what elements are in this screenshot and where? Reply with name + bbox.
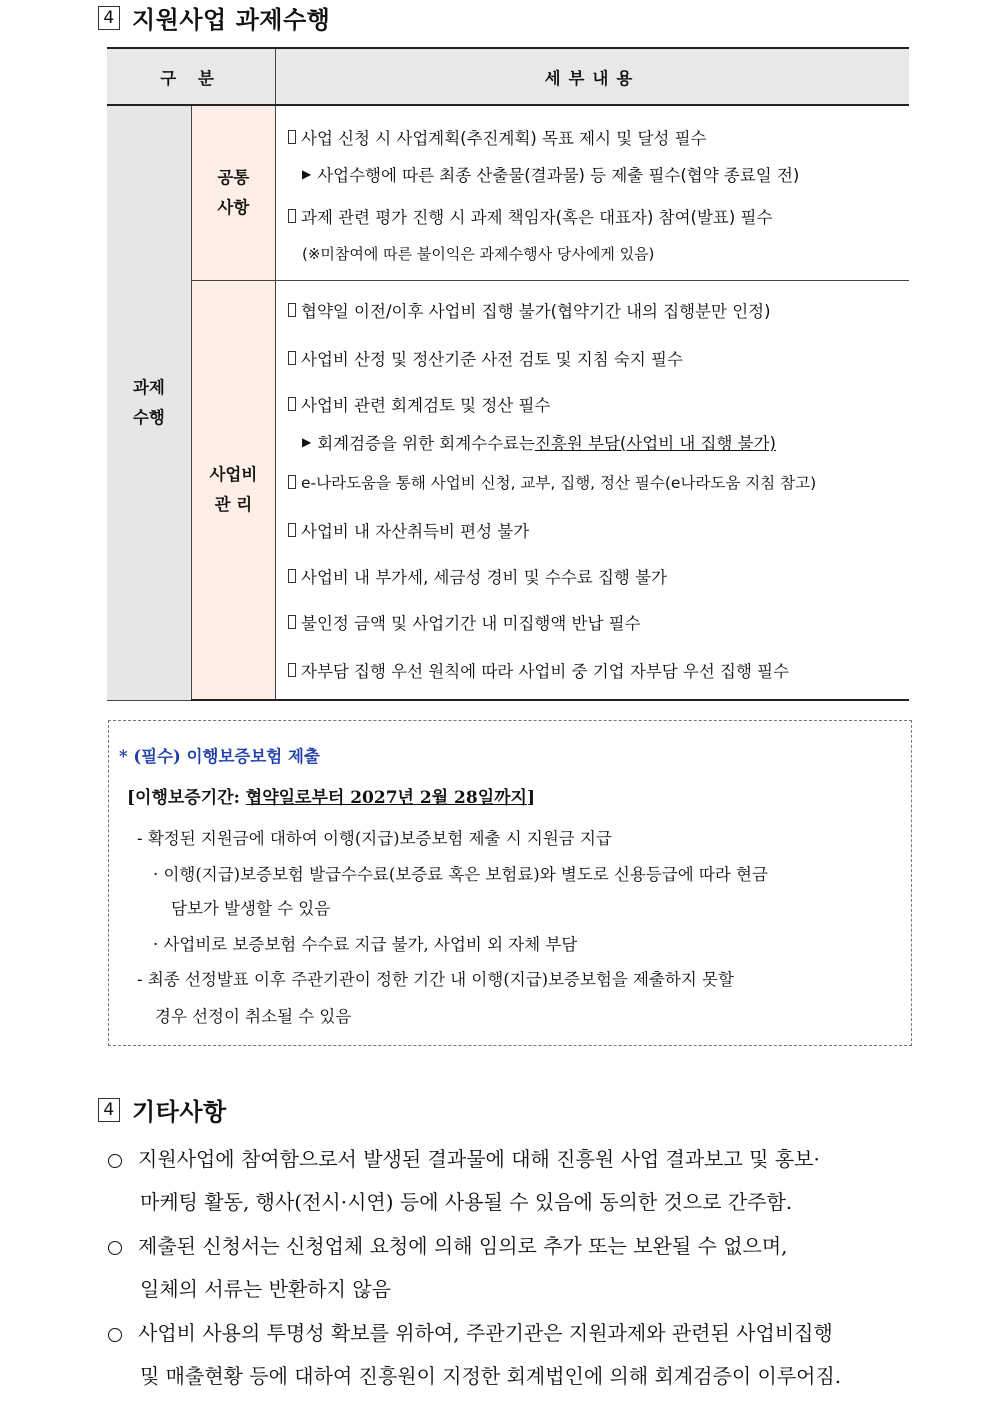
section-title-task bbox=[98, 0, 330, 35]
list-item: e-나라도움을 통해 사업비 신청, 교부, 집행, 정산 필수(e나라도움 지침 참고) bbox=[288, 457, 909, 507]
note-line: - 확정된 지원금에 대하여 이행(지급)보증보험 제출 시 지원금 지급 bbox=[137, 829, 612, 848]
note-line: 담보가 발생할 수 있음 bbox=[171, 899, 331, 918]
list-item: 사업비 내 자산취득비 편성 불가 bbox=[288, 507, 909, 553]
section-number: 4 bbox=[98, 1098, 120, 1122]
circle-bullet-icon bbox=[108, 1154, 122, 1168]
section-title-etc bbox=[98, 1092, 227, 1127]
list-item: 협약일 이전/이후 사업비 집행 불가(협약기간 내의 집행분만 인정) bbox=[288, 285, 909, 335]
etc-item-cont: 일체의 서류는 반환하지 않음 bbox=[140, 1277, 391, 1301]
budget-items bbox=[276, 281, 910, 701]
task-table bbox=[107, 47, 909, 701]
list-note: (※미참여에 따른 불이익은 과제수행사 당사에게 있음) bbox=[302, 244, 655, 263]
list-item: ▶ 사업수행에 따른 최종 산출물(결과물) 등 제출 필수(협약 종료일 전) bbox=[302, 166, 800, 185]
header-detail: 세부내용 bbox=[276, 48, 910, 105]
list-item: 과제 관련 평가 진행 시 과제 책임자(혹은 대표자) 참여(발표) 필수 bbox=[288, 193, 909, 239]
etc-item-cont: 마케팅 활동, 행사(전시·시연) 등에 사용될 수 있음에 동의한 것으로 간주함. bbox=[140, 1190, 793, 1214]
header-category: 구 분 bbox=[107, 48, 276, 105]
list-item: 사업비 관련 회계검토 및 정산 필수 bbox=[288, 381, 909, 427]
etc-item: 사업비 사용의 투명성 확보를 위하여, 주관기관은 지원과제와 관련된 사업비집행 bbox=[108, 1317, 833, 1346]
common-items bbox=[276, 105, 910, 281]
note-line: · 사업비로 보증보험 수수료 지급 불가, 사업비 외 자체 부담 bbox=[153, 935, 578, 954]
list-item: ▶ 회계검증을 위한 회계수수료는 진흥원 부담(사업비 내 집행 불가) bbox=[302, 434, 776, 453]
common-label: 공통 사항 bbox=[191, 105, 275, 281]
section-title-text: 기타사항 bbox=[132, 1098, 227, 1126]
section-number: 4 bbox=[98, 6, 120, 30]
note-title: * (필수) 이행보증보험 제출 bbox=[119, 747, 320, 766]
section-title-text: 지원사업 과제수행 bbox=[132, 6, 331, 34]
note-line: - 최종 선정발표 이후 주관기관이 정한 기간 내 이행(지급)보증보험을 제출하지 못할 bbox=[137, 970, 734, 989]
note-line: · 이행(지급)보증보험 발급수수료(보증료 혹은 보험료)와 별도로 신용등급에 따라 현금 bbox=[153, 865, 768, 884]
list-item: 사업비 내 부가세, 세금성 경비 및 수수료 집행 불가 bbox=[288, 553, 909, 599]
list-item: 자부담 집행 우선 원칙에 따라 사업비 중 기업 자부담 우선 집행 필수 bbox=[288, 645, 909, 695]
budget-label: 사업비 관 리 bbox=[191, 281, 275, 701]
list-item: 사업비 산정 및 정산기준 사전 검토 및 지침 숙지 필수 bbox=[288, 335, 909, 381]
etc-item: 제출된 신청서는 신청업체 요청에 의해 임의로 추가 또는 보완될 수 없으며, bbox=[108, 1230, 788, 1259]
list-item: 사업 신청 시 사업계획(추진계획) 목표 제시 및 달성 필수 bbox=[288, 119, 909, 155]
insurance-note-box bbox=[108, 720, 912, 1046]
circle-bullet-icon bbox=[108, 1328, 122, 1342]
note-period: [이행보증기간: 협약일로부터 2027년 2월 28일까지] bbox=[127, 788, 536, 808]
list-item: 불인정 금액 및 사업기간 내 미집행액 반납 필수 bbox=[288, 599, 909, 645]
note-line: 경우 선정이 취소될 수 있음 bbox=[155, 1007, 352, 1026]
category-cell: 과제 수행 bbox=[107, 105, 191, 700]
etc-item-cont: 및 매출현황 등에 대하여 진흥원이 지정한 회계법인에 의해 회계검증이 이루어짐. bbox=[140, 1364, 842, 1388]
circle-bullet-icon bbox=[108, 1241, 122, 1255]
etc-item: 지원사업에 참여함으로서 발생된 결과물에 대해 진흥원 사업 결과보고 및 홍보· bbox=[108, 1143, 820, 1172]
